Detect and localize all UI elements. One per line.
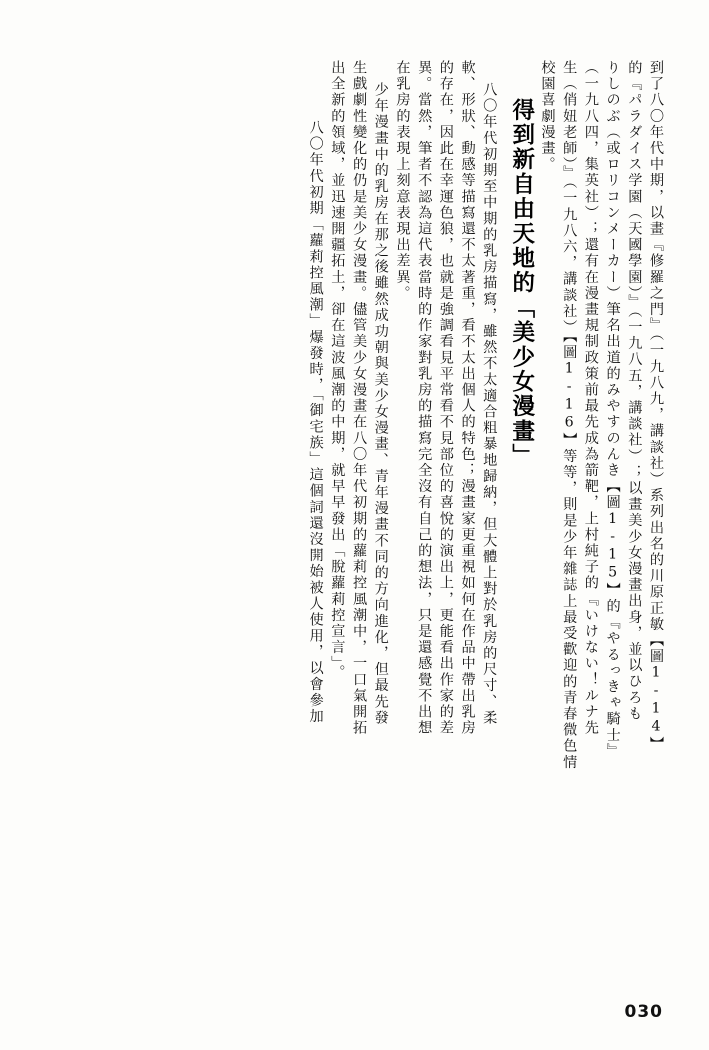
text-column: 的『パラダイス学園（天國學園）』（一九八五，講談社）；以畫美少女漫畫出身，並以ひろも	[626, 60, 643, 722]
text-column: りしのぶ（或ロリコンメーカー）筆名出道的みやすのんき【圖1-15】的『やるっきゃ騎士』	[604, 60, 621, 760]
text-column: 校園喜劇漫畫。	[539, 60, 556, 173]
text-column: 軟、形狀、動感等描寫還不太著重，看不太出個人的特色；漫畫家更重視如何在作品中帶出乳房	[459, 60, 476, 737]
vertical-text-body	[46, 60, 663, 940]
text-column: （一九八四，集英社）；還有在漫畫規制政策前最先成為箭靶，上村純子的『いけない！ルナ先	[582, 60, 599, 737]
text-column: 到了八〇年代中期，以畫『修羅之門』（一九八九，講談社）系列出名的川原正敏【圖1-14】	[648, 60, 664, 753]
text-column: 生（俏妞老師）』（一九八六，講談社）【圖1-16】等等，則是少年雜誌上最受歡迎的青春微色情	[561, 60, 578, 771]
text-column: 生戲劇性變化的仍是美少女漫畫。儘管美少女漫畫在八〇年代初期的蘿莉控風潮中，一口氣開拓	[351, 60, 368, 737]
section-heading: 得到新自由天地的「美少女漫畫」	[508, 98, 535, 469]
text-column: 少年漫畫中的乳房在那之後雖然成功朝與美少女漫畫、青年漫畫不同的方向進化，但最先發	[372, 82, 389, 726]
text-column: 八〇年代初期至中期的乳房描寫，雖然不太適合粗暴地歸納，但大體上對於乳房的尺寸、柔	[481, 82, 498, 726]
text-column: 在乳房的表現上刻意表現出差異。	[394, 60, 411, 302]
text-column: 八〇年代初期「蘿莉控風潮」爆發時，「御宅族」這個詞還沒開始被人使用，以會參加	[307, 120, 324, 725]
text-column: 異。當然，筆者不認為這代表當時的作家對乳房的描寫完全沒有自己的想法，只是還感覺不出想	[416, 60, 433, 737]
page-number: 030	[624, 1002, 663, 1022]
text-column: 的存在，因此在幸運色狼，也就是強調看見平常看不見部位的喜悅的演出上，更能看出作家的差	[437, 60, 454, 737]
text-column: 出全新的領域，並迅速開疆拓土，卻在這波風潮的中期，就早早發出「脫蘿莉控宣言」。	[329, 60, 346, 681]
